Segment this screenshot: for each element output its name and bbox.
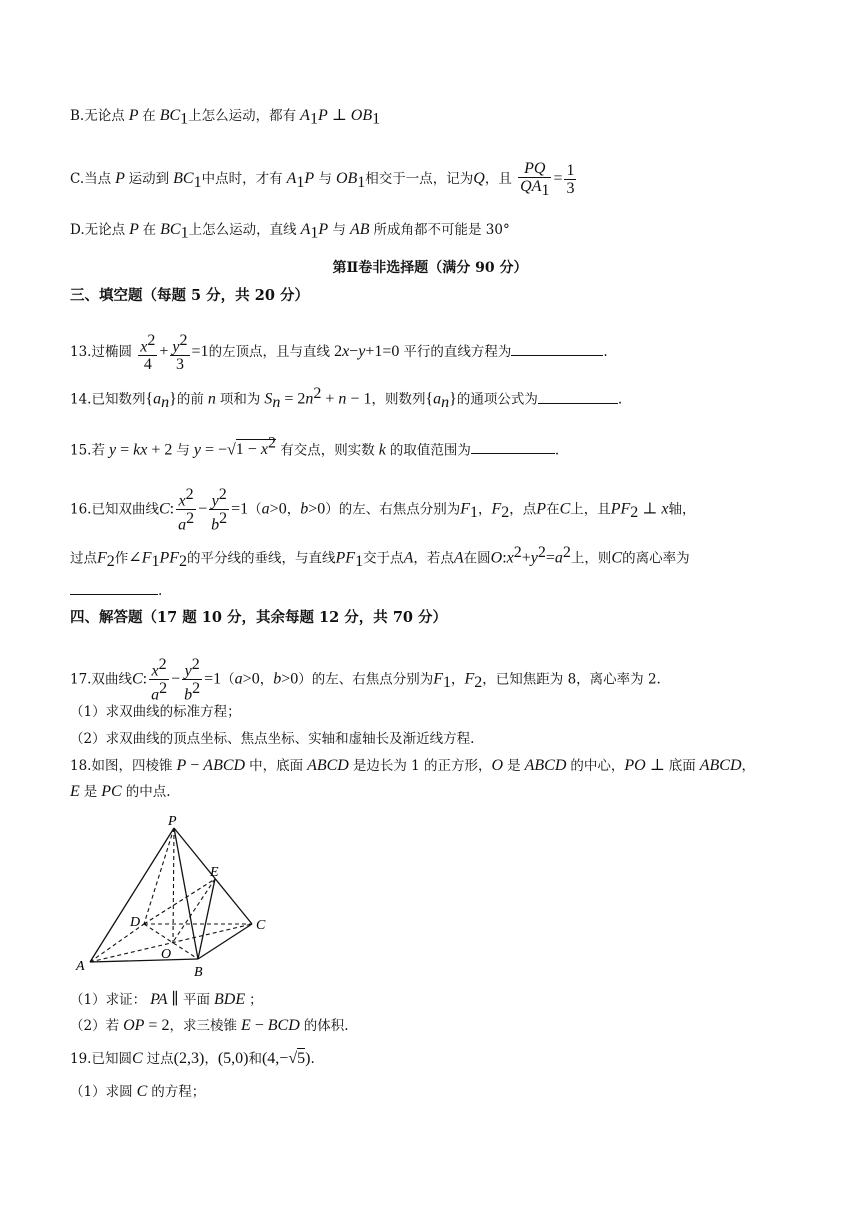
label-d: D [130, 915, 141, 930]
label-o: O [161, 947, 172, 962]
part2-title: 第Ⅱ卷非选择题（满分 90 分） [332, 260, 528, 276]
question-17: 17.双曲线C: $\frac{x^2}{a^2}$ − $\frac{y^2}{b^2}$ =1（a>0，b>0）的左、右焦点分别为$F_1$，$F_2$，已知焦距为 8，离心率为 2. [70, 656, 661, 704]
edge-bc [198, 924, 252, 959]
label-e: E [210, 865, 219, 880]
answer-blank-14[interactable] [538, 391, 618, 404]
pyramid-figure [70, 812, 280, 982]
edge-pd [144, 828, 174, 924]
option-c: C.当点 P 运动到 $BC_1$中点时，才有 $A_1P$ 与 $OB_1$相交于一点，记为Q，且 $\frac{PQ}{QA_1}$ = $\frac{1}{3}$ [70, 160, 575, 200]
edge-po [173, 828, 174, 942]
question-13: 13.过椭圆 $\frac{x^2}{4}$ + $\frac{y^2}{3}$ =1的左顶点，且与直线 2x−y+1=0 平行的直线方程为 . [70, 332, 608, 374]
fraction-pq-qa1: $\frac{PQ}{QA_1}$ [520, 160, 550, 200]
option-b: B.无论点 P 在 $BC_1$上怎么运动，都有 $A_1P$ ⊥ $OB_1$ [70, 107, 381, 128]
question-16: 16.已知双曲线C: $\frac{x^2}{a^2}$ − $\frac{y^2}{b^2}$ =1（a>0，b>0）的左、右焦点分别为$F_1$，$F_2$，点P在C上，且$PF_2$ ⊥ x轴， [70, 486, 696, 534]
question-18-part1: （1）求证： PA ∥ 平面 BDE ； [70, 991, 263, 1008]
question-19-part1: （1）求圆 C 的方程； [70, 1083, 206, 1100]
question-18: 18.如图，四棱锥 P − ABCD 中，底面 ABCD 是边长为 1 的正方形，O 是 ABCD 的中心，PO ⊥ 底面 ABCD， [70, 757, 756, 774]
section3-title: 三、填空题（每题 5 分，共 20 分） [70, 287, 309, 304]
section4-title: 四、解答题（17 题 10 分，其余每题 12 分，共 70 分） [70, 609, 448, 626]
option-d: D.无论点 P 在 $BC_1$上怎么运动，直线 $A_1P$ 与 AB 所成角都不可能是 30° [70, 221, 510, 242]
answer-blank-15[interactable] [471, 441, 555, 454]
question-17-part1: （1）求双曲线的标准方程； [70, 704, 241, 720]
edge-ab [90, 959, 198, 962]
edge-de [144, 879, 215, 924]
label-p: P [168, 814, 177, 829]
question-15: 15.若 y = kx + 2 与 $y = -√1 - x^2$ 有交点，则实数 k 的取值范围为 . [70, 435, 560, 459]
question-19: 19.已知圆C 过点(2,3)，(5,0)和(4,−√5). [70, 1050, 315, 1067]
label-a: A [76, 959, 85, 974]
question-14: 14.已知数列$\{a_n\}$的前 n 项和为 $S_n = 2n^2 + n - 1$，则数列$\{a_n\}$的通项公式为 . [70, 385, 623, 412]
question-17-part2: （2）求双曲线的顶点坐标、焦点坐标、实轴和虚轴长及渐近线方程. [70, 731, 475, 747]
edge-pa [90, 828, 174, 962]
answer-blank-13[interactable] [511, 343, 603, 356]
question-18-part2: （2）若 OP = 2，求三棱锥 E − BCD 的体积. [70, 1017, 349, 1034]
label-c: C [256, 918, 266, 933]
label-b: B [194, 965, 203, 980]
answer-blank-16[interactable] [70, 582, 158, 595]
